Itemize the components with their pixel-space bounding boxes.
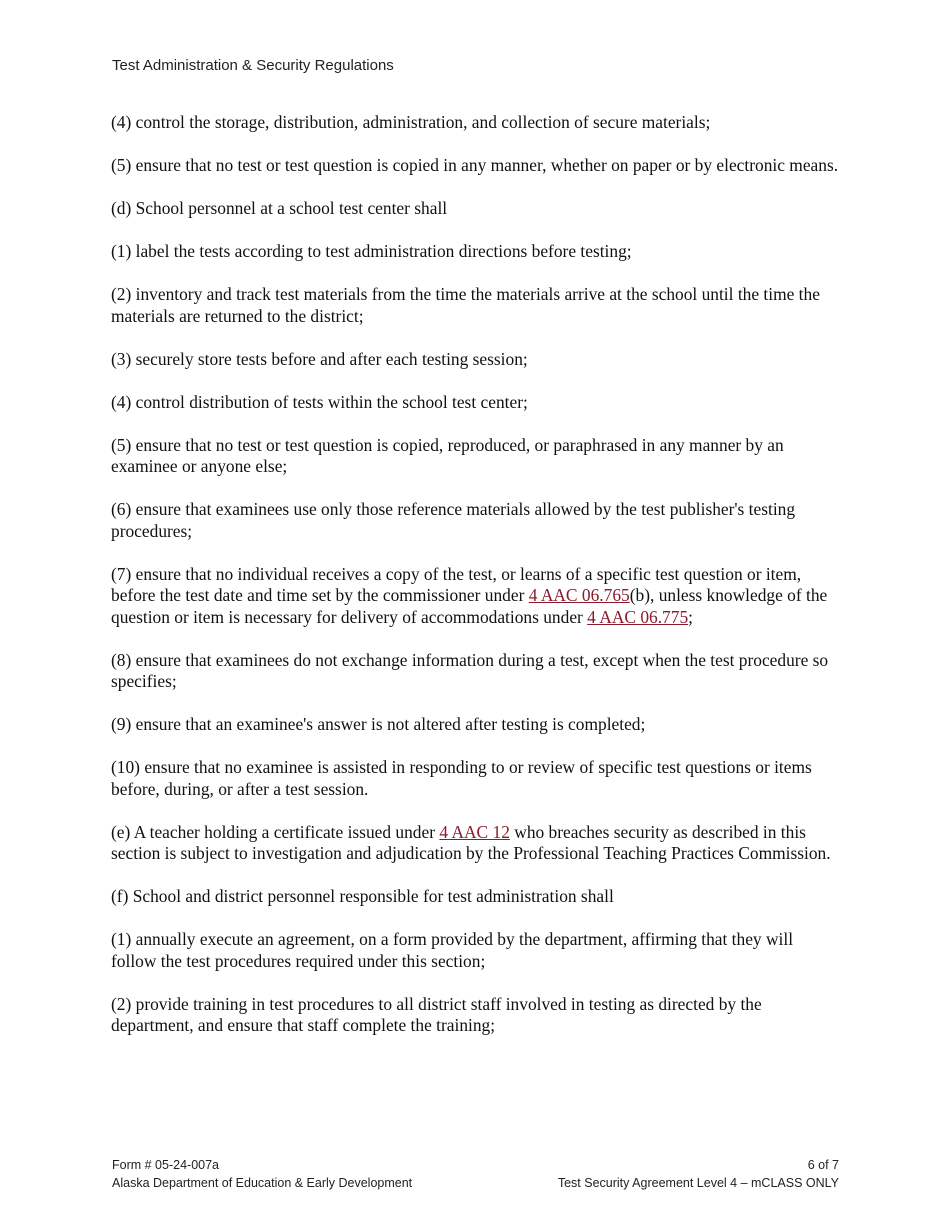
link-4-aac-06-775[interactable]: 4 AAC 06.775 xyxy=(587,606,689,627)
paragraph-f: (f) School and district personnel responsible for test administration shall xyxy=(111,886,614,906)
document-body xyxy=(111,112,841,1058)
paragraph-e-text-b: who breaches security as described in this section is subject to investigation and adjudication by the Professional Teaching Practices Commission. xyxy=(111,821,831,863)
paragraph-f1: (1) annually execute an agreement, on a form provided by the department, affirming that they will follow the test procedures required under this section; xyxy=(111,929,794,971)
paragraph-d3: (3) securely store tests before and after each testing session; xyxy=(111,348,528,369)
footer-right xyxy=(558,1157,839,1192)
form-number: Form # 05-24-007a xyxy=(112,1158,220,1172)
paragraph-d7-text-c: ; xyxy=(688,606,693,627)
page-footer xyxy=(112,1157,839,1192)
paragraph-d6: (6) ensure that examinees use only those reference materials allowed by the test publisher's testing procedures; xyxy=(111,499,796,541)
department-name: Alaska Department of Education & Early Development xyxy=(112,1175,413,1190)
paragraph-d7-text-a: (7) ensure that no individual receives a copy of the test, or learns of a specific test question or item, before the test date and time set by the commissioner under xyxy=(111,563,802,605)
paragraph-d5: (5) ensure that no test or test question is copied, reproduced, or paraphrased in any manner by an examinee or anyone else; xyxy=(111,434,784,476)
page-number: 6 of 7 xyxy=(807,1158,839,1172)
paragraph-c4: (4) control the storage, distribution, administration, and collection of secure materials; xyxy=(111,112,711,132)
paragraph-d8: (8) ensure that examinees do not exchange information during a test, except when the test procedure so specifies; xyxy=(111,649,829,691)
link-4-aac-12[interactable]: 4 AAC 12 xyxy=(439,821,510,842)
paragraph-d2: (2) inventory and track test materials from the time the materials arrive at the school until the time the materials are returned to the district; xyxy=(111,284,820,326)
paragraph-d9: (9) ensure that an examinee's answer is not altered after testing is completed; xyxy=(111,714,646,734)
paragraph-e xyxy=(111,822,841,865)
paragraph-d4: (4) control distribution of tests within the school test center; xyxy=(111,391,528,412)
paragraph-d7 xyxy=(111,564,841,629)
paragraph-d7-text-b: (b), unless knowledge of the question or item is necessary for delivery of accommodations under xyxy=(111,585,828,627)
agreement-title: Test Security Agreement Level 4 – mCLASS ONLY xyxy=(557,1175,839,1190)
page-header: Test Administration & Security Regulations xyxy=(112,57,394,74)
paragraph-e-text-a: (e) A teacher holding a certificate issued under xyxy=(111,821,440,842)
paragraph-d: (d) School personnel at a school test center shall xyxy=(111,198,448,218)
paragraph-f2: (2) provide training in test procedures to all district staff involved in testing as directed by the department, and ensure that staff complete the training; xyxy=(111,993,762,1035)
paragraph-c5: (5) ensure that no test or test question is copied in any manner, whether on paper or by electronic means. xyxy=(111,155,839,175)
footer-left xyxy=(112,1157,412,1192)
link-4-aac-06-765[interactable]: 4 AAC 06.765 xyxy=(528,585,630,605)
paragraph-d10: (10) ensure that no examinee is assisted in responding to or review of specific test questions or items before, during, or after a test session. xyxy=(111,757,812,799)
paragraph-d1: (1) label the tests according to test administration directions before testing; xyxy=(111,241,632,261)
